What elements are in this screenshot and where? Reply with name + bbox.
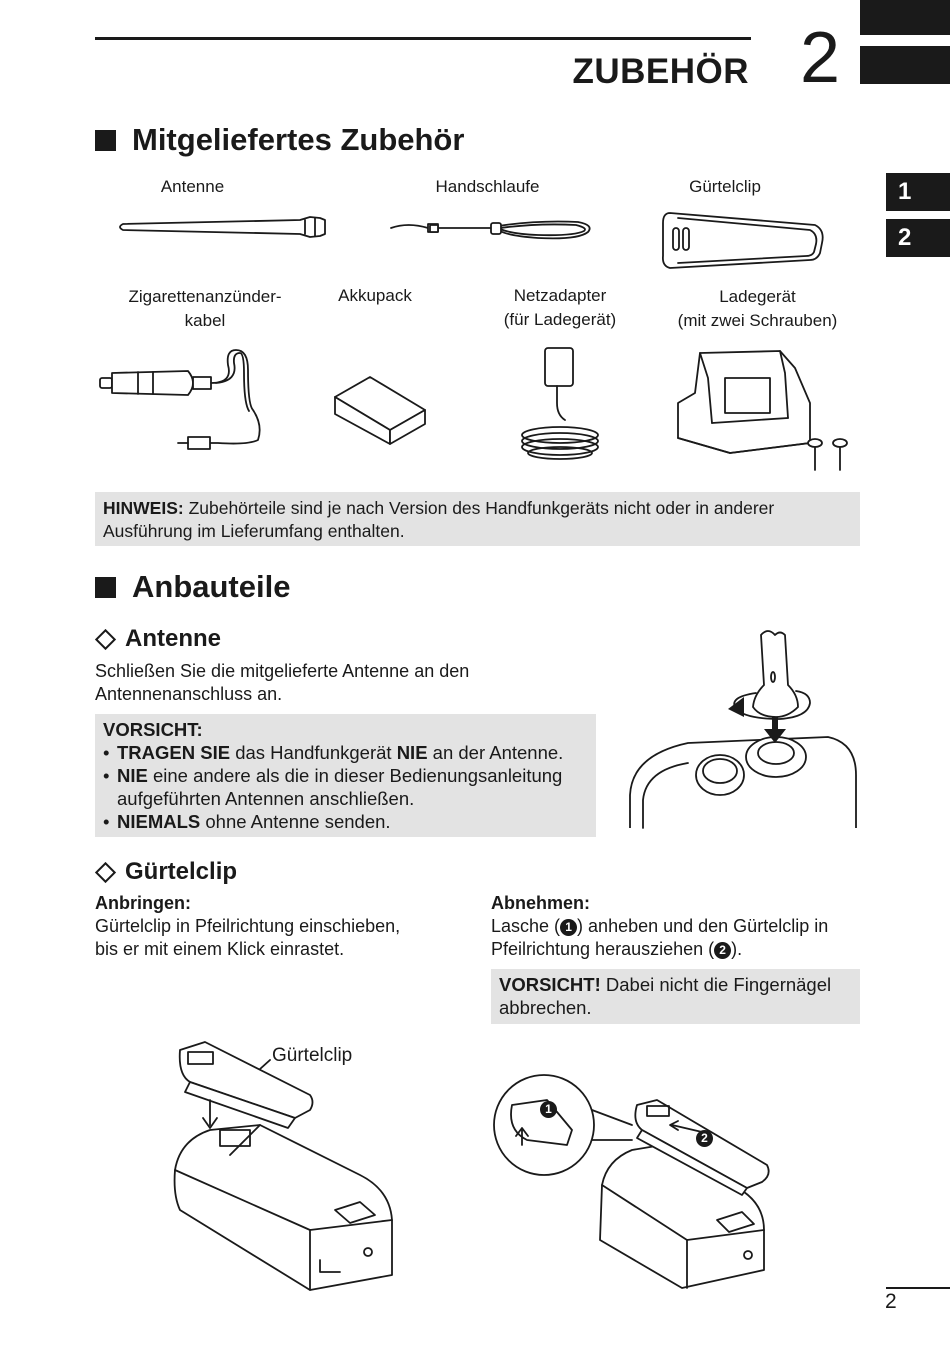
remove-text: ). [731, 939, 743, 959]
antenna-instructions [95, 660, 595, 706]
footer-rule [886, 1287, 950, 1289]
diamond-bullet-icon [95, 628, 116, 649]
label-adapter-line1: Netzadapter [513, 286, 607, 305]
subheading-beltclip [95, 858, 237, 886]
subheading-text: Gürtelclip [125, 858, 238, 885]
antenna-text-line1: Schließen Sie die mitgelieferte Antenne an den [95, 661, 470, 681]
label-adapter [490, 284, 630, 332]
caution-text: eine andere als die in dieser Bedienungsanleitung [147, 765, 563, 786]
note-box [95, 492, 860, 546]
remove-text-line1 [491, 915, 866, 938]
remove-instructions [491, 892, 866, 961]
caution-bullet-1 [103, 741, 588, 764]
marker-1 [540, 1101, 557, 1119]
caution-bullet-2 [103, 764, 588, 810]
caution-bullet-3 [103, 810, 588, 833]
attach-beltclip-illustration [170, 1040, 400, 1290]
remove-text: Pfeilrichtung herausziehen ( [491, 939, 715, 959]
caution-text: ohne Antenne senden. [200, 811, 391, 832]
marker-1-badge: 1 [540, 1101, 557, 1118]
diamond-bullet-icon [95, 861, 116, 882]
section-heading-parts [95, 569, 290, 605]
remove-text: Lasche ( [491, 916, 561, 936]
antenna-illustration [115, 212, 330, 242]
header-rule [95, 37, 751, 40]
label-strap: Handschlaufe [435, 177, 540, 196]
label-antenna: Antenne [160, 177, 225, 196]
label-battery: Akkupack [338, 286, 412, 305]
page-number: 2 [885, 1290, 897, 1313]
caution-strong: TRAGEN SIE [117, 742, 231, 763]
beltclip-caution-box [491, 969, 860, 1024]
cigarette-cable-illustration [98, 345, 268, 455]
antenna-caution-box [95, 714, 596, 837]
caution-title: VORSICHT: [103, 719, 203, 740]
caution-strong: VORSICHT! [499, 974, 601, 995]
ac-adapter-illustration [515, 345, 605, 465]
screw-icon [808, 439, 822, 470]
square-bullet-icon [95, 130, 116, 151]
chapter-number: 2 [800, 18, 841, 98]
marker-2-badge: 2 [696, 1130, 713, 1147]
caution-text: aufgeführten Antennen anschließen. [117, 788, 415, 809]
marker-2 [696, 1130, 713, 1148]
caution-strong: NIE [396, 742, 428, 763]
label-charger-line1: Ladegerät [719, 287, 796, 306]
step-1-badge: 1 [560, 919, 577, 936]
attach-text-line1: Gürtelclip in Pfeilrichtung einschieben, [95, 916, 401, 936]
side-tab-1[interactable]: 1 [886, 173, 950, 211]
remove-beltclip-illustration [492, 1070, 792, 1290]
antenna-text-line2: Antennenanschluss an. [95, 684, 283, 704]
subheading-antenna [95, 625, 221, 653]
section-heading-text: Anbauteile [132, 569, 291, 604]
battery-pack-illustration [330, 372, 430, 447]
subheading-text: Antenne [125, 625, 221, 652]
side-tab-2[interactable]: 2 [886, 219, 950, 257]
remove-text: ) anheben und den Gürtelclip in [577, 916, 829, 936]
caution-text: Dabei nicht die Fingernägel [600, 974, 832, 995]
section-heading-text: Mitgeliefertes Zubehör [132, 122, 465, 157]
chapter-tab-bar-bottom [860, 46, 950, 84]
chapter-title: ZUBEHÖR [572, 52, 749, 91]
belt-clip-illustration [660, 208, 825, 273]
attach-instructions [95, 892, 475, 961]
screw-icon [833, 439, 847, 470]
section-heading-included [95, 122, 464, 158]
attach-text-line2: bis er mit einem Klick einrastet. [95, 939, 345, 959]
charger-illustration [670, 348, 860, 473]
remove-text-line2 [491, 938, 866, 961]
remove-title: Abnehmen: [491, 893, 590, 913]
antenna-mount-illustration [628, 625, 860, 830]
label-beltclip: Gürtelclip [689, 177, 761, 196]
label-charger-line2: (mit zwei Schrauben) [677, 311, 838, 330]
chapter-tab-bar-top [860, 0, 950, 35]
label-cigarette-cable [110, 285, 300, 333]
label-charger [665, 285, 850, 333]
hand-strap-illustration [388, 216, 598, 246]
caution-text: das Handfunkgerät [230, 742, 397, 763]
label-cigarette-line1: Zigarettenanzünder- [128, 287, 282, 306]
callout-beltclip: Gürtelclip [272, 1045, 353, 1066]
attach-title: Anbringen: [95, 893, 191, 913]
label-cigarette-line2: kabel [184, 311, 226, 330]
note-label: HINWEIS: [103, 498, 184, 518]
caution-text: abbrechen. [499, 997, 592, 1018]
caution-text: an der Antenne. [427, 742, 564, 763]
caution-strong: NIEMALS [117, 811, 201, 832]
note-text: Zubehörteile sind je nach Version des Handfunkgeräts nicht oder in anderer Ausführung im Lieferumfang enthalten. [103, 498, 775, 541]
square-bullet-icon [95, 577, 116, 598]
label-adapter-line2: (für Ladegerät) [503, 310, 617, 329]
caution-strong: NIE [117, 765, 148, 786]
step-2-badge: 2 [714, 942, 731, 959]
